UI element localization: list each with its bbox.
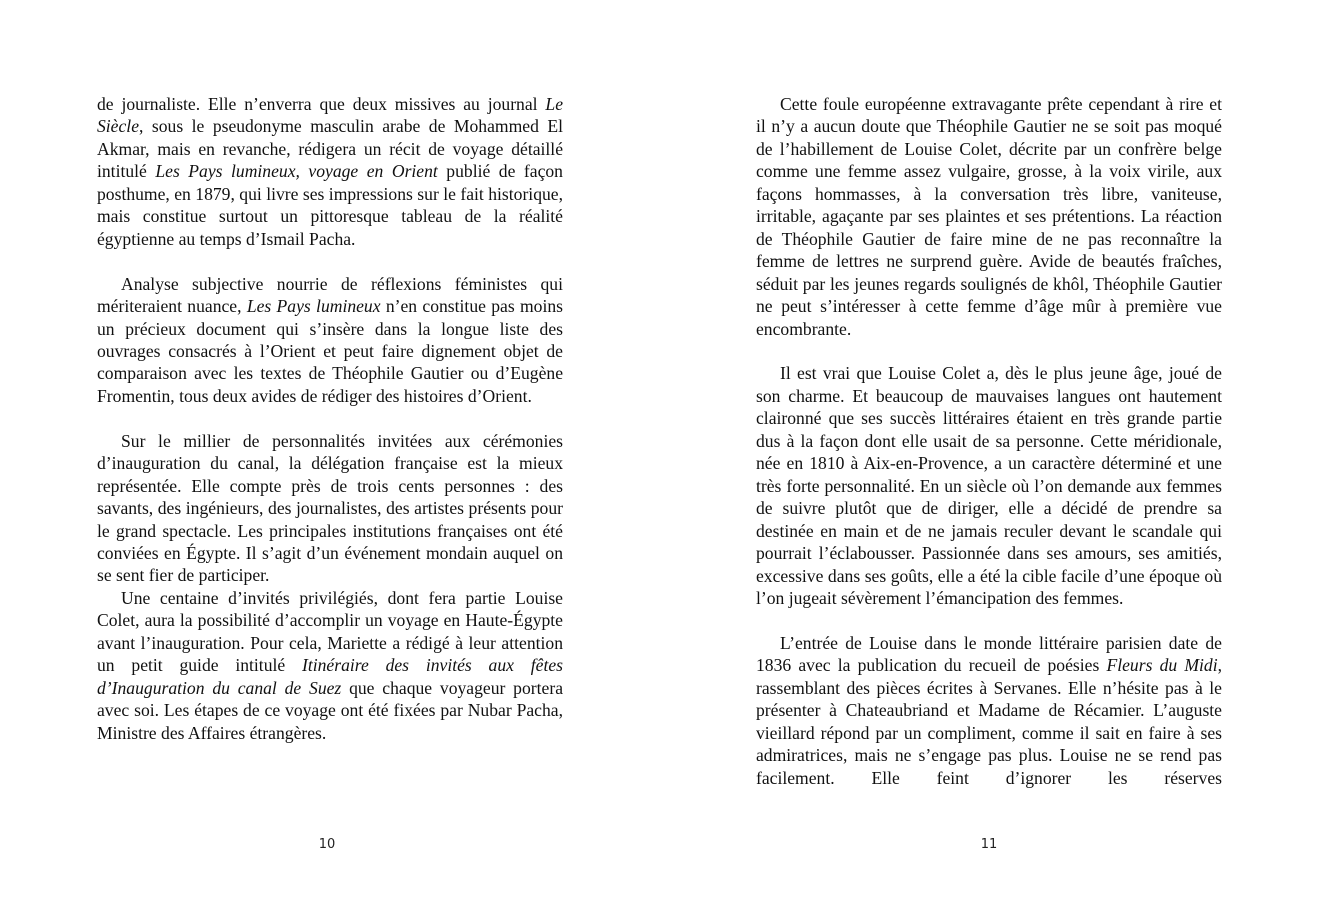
text-run: Il est vrai que Louise Colet a, dès le plus jeune âge, joué de son charme. Et beaucoup de mauvaises langues ont hautement claironné que ses succès littéraires étaient en très grande partie dus à la façon dont elle usait de sa personne. Cette méridionale, née en 1810 à Aix-en-Provence, a un caractère déterminé et une très forte personnalité. En un siècle où l’on demande aux femmes de suivre plutôt que de diriger, elle a décidé de prendre sa destinée en main et de ne jamais reculer devant le scandale qui pourrait l’éclabousser. Passionnée dans ses amours, ses amitiés, excessive dans ses goûts, elle a été la cible facile d’une époque où l’on jugeait sévèrement l’émancipation des femmes. [756, 363, 1222, 608]
text-run: L’entrée de Louise dans le monde littéraire parisien date de 1836 avec la publication du recueil de poésies [756, 632, 1222, 676]
paragraph [97, 273, 563, 408]
paragraph [97, 93, 563, 250]
paragraph-gap [97, 407, 563, 429]
italic-title: Les Pays lumineux, voyage en Orient [155, 161, 438, 182]
paragraph [756, 632, 1222, 789]
right-page-body [756, 93, 1222, 789]
left-page-body [97, 93, 563, 744]
text-run: de journaliste. Elle n’enverra que deux missives au journal [97, 94, 546, 114]
italic-title: Itinéraire des invités aux fêtes d’Inauguration du canal de Suez [97, 655, 563, 698]
text-run: Une centaine d’invités privilégiés, dont fera partie Louise Colet, aura la possibilité d’accomplir un voyage en Haute-Égypte avant l’inauguration. Pour cela, Mariette a rédigé à leur attention un petit guide intitulé [97, 587, 563, 676]
paragraph-gap [756, 609, 1222, 631]
paragraph-gap [97, 250, 563, 272]
text-run: Analyse subjective nourrie de réflexions féministes qui mériteraient nuance, [97, 273, 563, 317]
text-run: , rassemblant des pièces écrites à Servanes. Elle n’hésite pas à le présenter à Chateaubriand et Madame de Récamier. L’auguste vieillard répond par un compliment, comme il sait en faire à ses admiratrices, mais ne s’engage pas plus. Louise ne se rend pas facilement. Elle feint d’ignorer les réserves [756, 655, 1222, 788]
italic-title: Les Pays lumineux [246, 296, 381, 317]
paragraph [97, 430, 563, 587]
italic-title: Fleurs du Midi [1106, 655, 1218, 676]
text-run: Cette foule européenne extravagante prête cependant à rire et il n’y a aucun doute que Théophile Gautier ne se soit pas moqué de l’habillement de Louise Colet, décrite par un confrère belge comme une femme assez vulgaire, grosse, à la voix virile, aux façons hommasses, à la conversation très libre, vaniteuse, irritable, agaçante par ses plaintes et ses prétentions. La réaction de Théophile Gautier de faire mine de ne pas reconnaître la femme de lettres ne surprend guère. Avide de beautés fraîches, séduit par les jeunes regards soulignés de khôl, Théophile Gautier ne peut s’intéresser à cette femme d’âge mûr à première vue encombrante. [756, 94, 1222, 339]
right-page [659, 0, 1318, 903]
paragraph-gap [756, 340, 1222, 362]
text-run: que chaque voyageur portera avec soi. Les étapes de ce voyage ont été fixées par Nubar Pacha, Ministre des Affaires étrangères. [97, 677, 563, 743]
paragraph [97, 587, 563, 744]
text-run: Sur le millier de personnalités invitées aux cérémonies d’inauguration du canal, la délégation française est la mieux représentée. Elle compte près de trois cents personnes : des savants, des ingénieurs, des journalistes, des artistes présents pour le grand spectacle. Les principales institutions françaises ont été conviées en Égypte. Il s’agit d’un événement mondain auquel on se sent fier de participer. [97, 430, 563, 586]
italic-title: Le Siècle [97, 94, 563, 137]
page-number-left: 10 [318, 837, 336, 852]
paragraph [756, 93, 1222, 340]
text-run: publié de façon posthume, en 1879, qui livre ses impressions sur le fait historique, mais constitue surtout un pittoresque tableau de la réalité égyptienne au temps d’Ismail Pacha. [97, 161, 563, 249]
page-number-right: 11 [980, 837, 998, 852]
paragraph [756, 362, 1222, 609]
text-run: , sous le pseudonyme masculin arabe de Mohammed El Akmar, mais en revanche, rédigera un récit de voyage détaillé intitulé [97, 116, 563, 182]
text-run: n’en constitue pas moins un précieux document qui s’insère dans la longue liste des ouvrages consacrés à l’Orient et peut faire dignement objet de comparaison avec les textes de Théophile Gautier ou d’Eugène Fromentin, tous deux avides de rédiger des histoires d’Orient. [97, 296, 563, 406]
